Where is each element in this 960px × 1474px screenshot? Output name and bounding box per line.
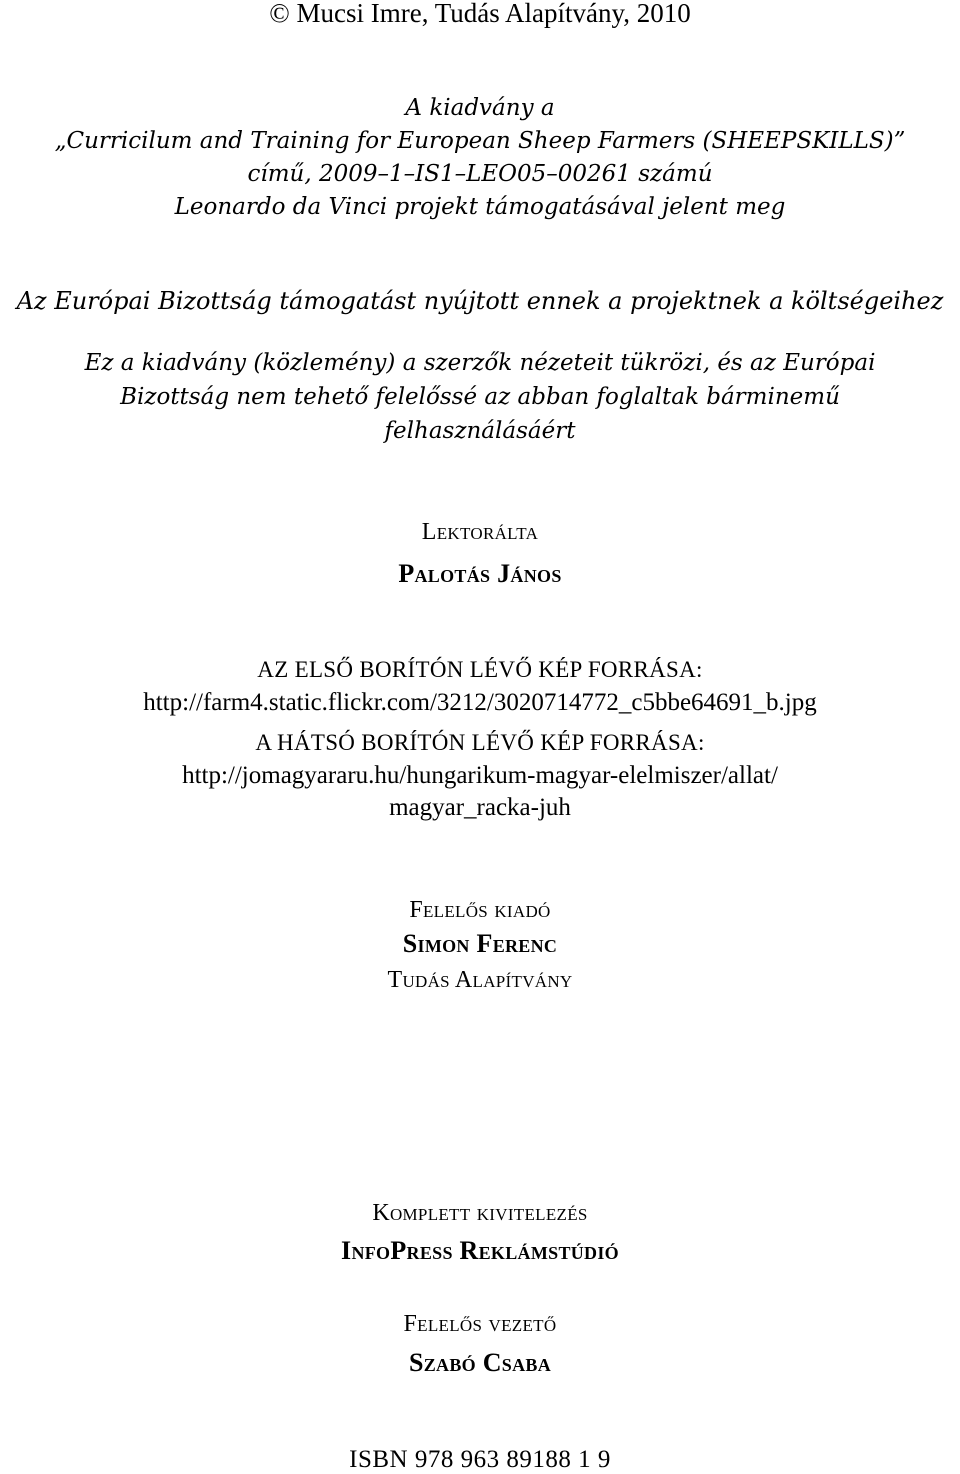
back-cover-source-url-line-2: magyar_racka-juh (389, 794, 571, 821)
copyright-line: © Mucsi Imre, Tudás Alapítvány, 2010 (269, 0, 691, 28)
disclaimer-line-3: felhasználásáért (384, 418, 576, 444)
project-line-3: című, 2009–1–IS1–LEO05–00261 számú (247, 161, 713, 187)
disclaimer-line-2: Bizottság nem tehető felelőssé az abban foglaltak bárminemű (120, 384, 840, 410)
production-manager-name: Szabó Csaba (408, 1348, 552, 1377)
project-line-4: Leonardo da Vinci projekt támogatásával jelent meg (174, 194, 786, 220)
production-company: InfoPress Reklámstúdió (341, 1236, 619, 1265)
back-cover-source-label: A HÁTSÓ BORÍTÓN LÉVŐ KÉP FORRÁSA: (255, 730, 705, 755)
production-role: Komplett kivitelezés (372, 1200, 588, 1226)
publisher-role: Felelős kiadó (409, 897, 551, 923)
support-statement: Az Európai Bizottság támogatást nyújtott ennek a projektnek a költségeihez (16, 287, 944, 315)
project-line-2: „Curricilum and Training for European Sheep Farmers (SHEEPSKILLS)” (54, 128, 906, 154)
isbn: ISBN 978 963 89188 1 9 (349, 1446, 611, 1473)
reviewer-role: Lektorálta (421, 519, 539, 545)
publisher-organization: Tudás Alapítvány (387, 967, 573, 993)
production-manager-role: Felelős vezető (403, 1311, 557, 1337)
reviewer-name: Palotás János (398, 559, 562, 588)
project-line-1: A kiadvány a (405, 95, 555, 121)
back-cover-source-url-line-1: http://jomagyararu.hu/hungarikum-magyar-elelmiszer/allat/ (182, 762, 778, 789)
front-cover-source-label: AZ ELSŐ BORÍTÓN LÉVŐ KÉP FORRÁSA: (257, 657, 703, 682)
publisher-name: Simon Ferenc (402, 929, 558, 958)
disclaimer-line-1: Ez a kiadvány (közlemény) a szerzők nézeteit tükrözi, és az Európai (84, 350, 876, 376)
front-cover-source-url: http://farm4.static.flickr.com/3212/3020714772_c5bbe64691_b.jpg (143, 689, 817, 716)
